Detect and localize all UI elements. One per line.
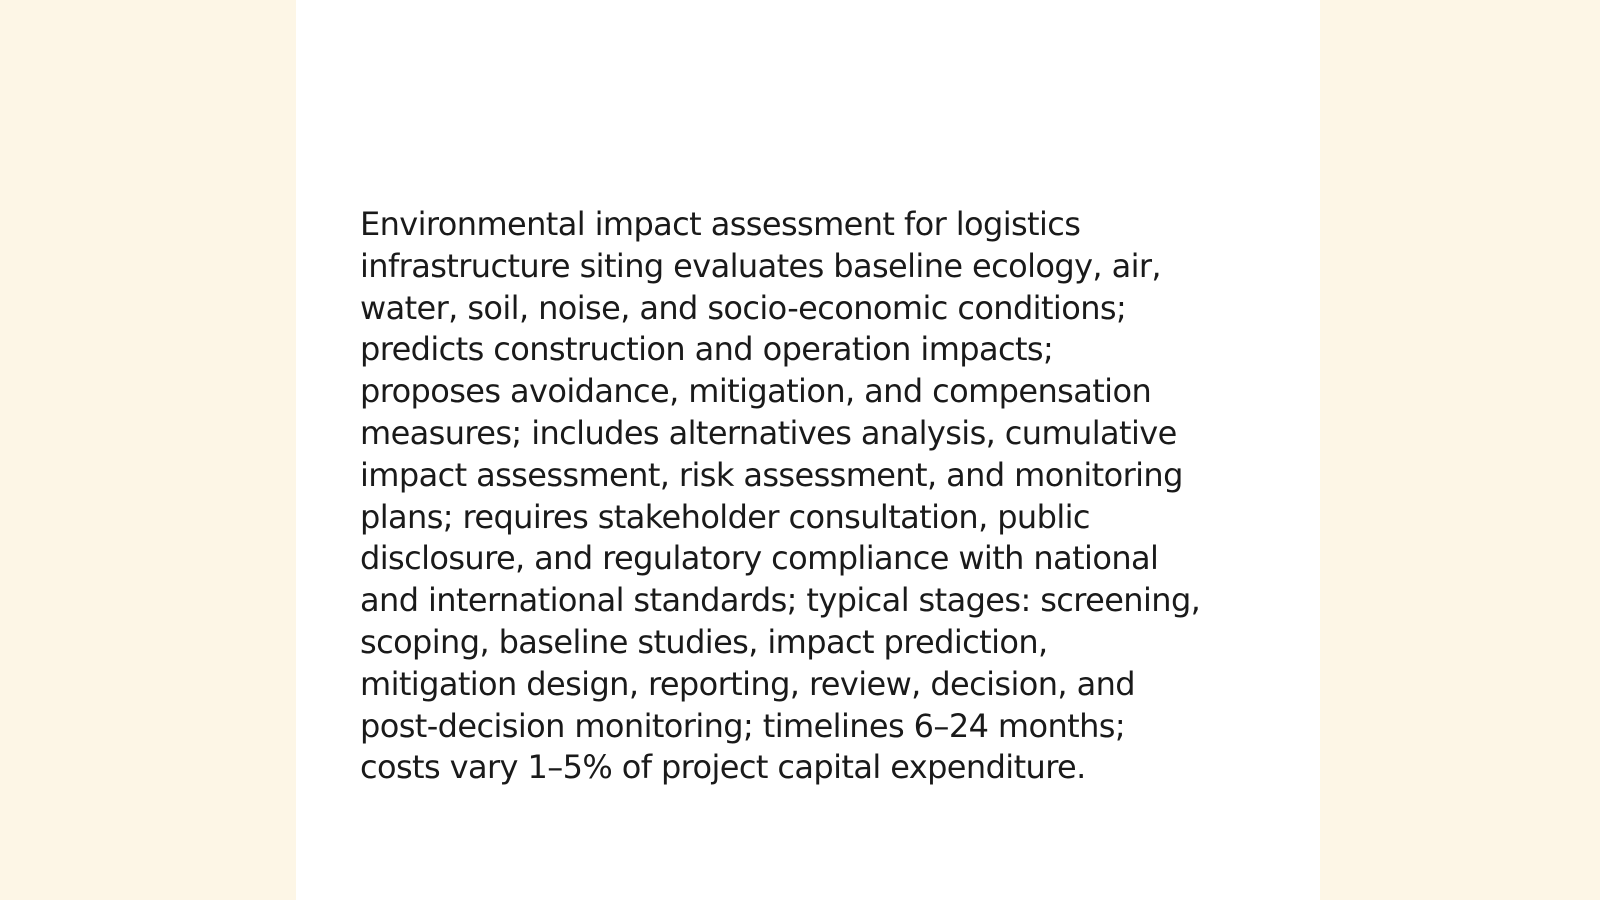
document-page — [296, 0, 1320, 900]
body-paragraph: Environmental impact assessment for logistics infrastructure siting evaluates baseline ecology, air, water, soil, noise, and socio-economic conditions; predicts construction and operation impacts; proposes avoidance, mitigation, and compensation measures; includes alternatives analysis, cumulative impact assessment, risk assessment, and monitoring plans; requires stakeholder consultation, public disclosure, and regulatory compliance with national and international standards; typical stages: screening, scoping, baseline studies, impact prediction, mitigation design, reporting, review, decision, and post-decision monitoring; timelines 6–24 months; costs vary 1–5% of project capital expenditure. — [360, 205, 1201, 787]
